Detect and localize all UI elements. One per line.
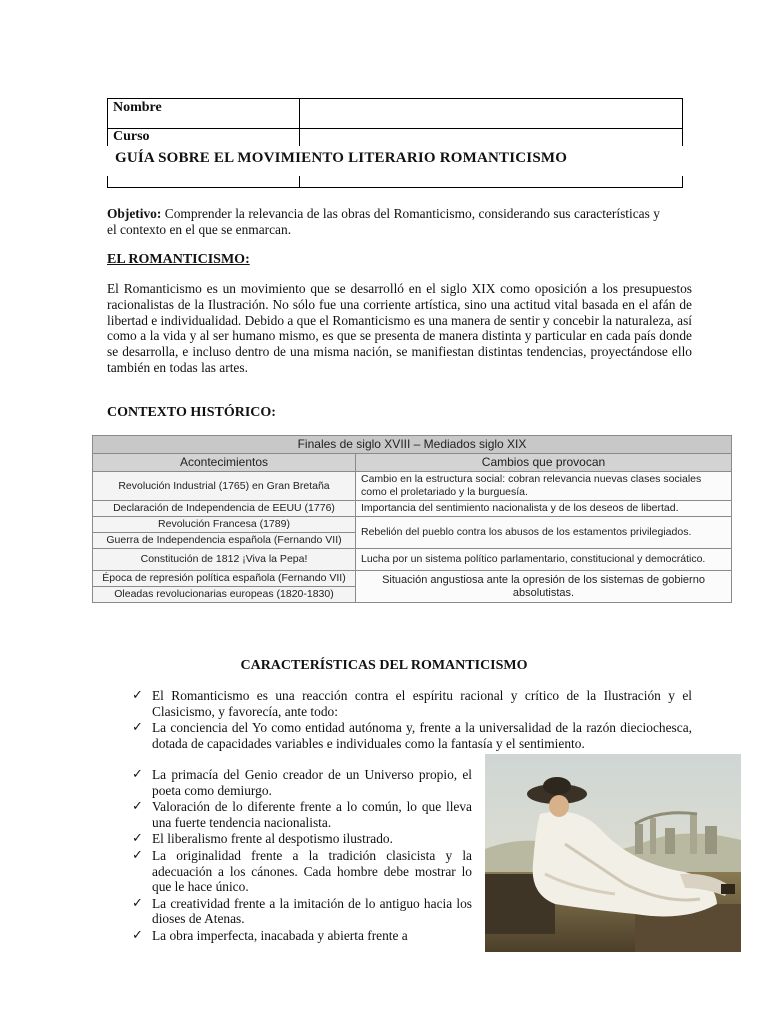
student-info-form bbox=[107, 98, 683, 188]
table-caption-row bbox=[93, 436, 732, 454]
event-cell: Revolución Francesa (1789) bbox=[93, 517, 356, 533]
curso-label: Curso bbox=[113, 129, 150, 144]
check-icon: ✓ bbox=[132, 895, 143, 911]
section-heading-romanticismo: EL ROMANTICISMO: bbox=[107, 252, 250, 267]
change-cell: Lucha por un sistema político parlamentario, constitucional y democrático. bbox=[356, 549, 732, 571]
list-item: ✓ La primacía del Genio creador de un Universo propio, el poeta como demiurgo. bbox=[132, 767, 472, 798]
check-icon: ✓ bbox=[132, 847, 143, 863]
list-item: ✓ La creatividad frente a la imitación de lo antiguo hacia los dioses de Atenas. bbox=[132, 895, 472, 927]
table-row bbox=[93, 517, 732, 533]
list-item: ✓ La conciencia del Yo como entidad autónoma y, frente a la universalidad de la razón dieciochesca, dotada de capacidades variables e individuales como la fantasía y el sentimiento. bbox=[132, 720, 692, 751]
historical-context-table bbox=[92, 435, 732, 603]
objective-text: Comprender la relevancia de las obras del Romanticismo, considerando sus características y el contexto en el que se enmarcan. bbox=[107, 206, 660, 237]
change-cell: Rebelión del pueblo contra los abusos de los estamentos privilegiados. bbox=[356, 517, 732, 549]
nombre-label: Nombre bbox=[113, 100, 162, 115]
curso-field[interactable] bbox=[301, 130, 679, 144]
check-icon: ✓ bbox=[132, 767, 143, 782]
characteristics-list-narrow bbox=[130, 767, 472, 945]
change-cell: Importancia del sentimiento nacionalista y de los deseos de libertad. bbox=[356, 501, 732, 517]
event-cell: Declaración de Independencia de EEUU (1776) bbox=[93, 501, 356, 517]
list-item: ✓ La originalidad frente a la tradición clasicista y la adecuación a los cánones. Cada hombre debe mostrar lo que le hace único. bbox=[132, 847, 472, 895]
list-item: ✓ El Romanticismo es una reacción contra el espíritu racional y crítico de la Ilustración y el Clasicismo, y favorecía, ante todo: bbox=[132, 688, 692, 719]
event-cell: Revolución Industrial (1765) en Gran Bretaña bbox=[93, 472, 356, 501]
change-cell: Cambio en la estructura social: cobran relevancia nuevas clases sociales como el proletariado y la burguesía. bbox=[356, 472, 732, 501]
column-header-events: Acontecimientos bbox=[93, 454, 356, 472]
nombre-field[interactable] bbox=[301, 100, 679, 126]
list-item: ✓ El liberalismo frente al despotismo ilustrado. bbox=[132, 831, 393, 847]
table-row bbox=[93, 472, 732, 501]
section-heading-contexto: CONTEXTO HISTÓRICO: bbox=[107, 405, 276, 420]
column-header-changes: Cambios que provocan bbox=[356, 454, 732, 472]
characteristics-list-wide bbox=[130, 688, 692, 752]
event-cell: Oleadas revolucionarias europeas (1820-1830) bbox=[93, 587, 356, 603]
table-row bbox=[93, 501, 732, 517]
check-icon: ✓ bbox=[132, 688, 143, 703]
table-header-row bbox=[93, 454, 732, 472]
table-row bbox=[93, 549, 732, 571]
check-icon: ✓ bbox=[132, 927, 143, 943]
table-row bbox=[93, 571, 732, 587]
romanticismo-paragraph: El Romanticismo es un movimiento que se desarrolló en el siglo XIX como oposición a los presupuestos racionalistas de la Ilustración. No sólo fue una corriente artística, sino una actitud vital basada en el afán de libertad e individualidad. Debido a que el Romanticismo es una manera de sentir y concebir la naturaleza, así como a la vida y al ser humano mismo, es que se presenta de manera distinta y particular en cada país donde se desarrolla, e incluso dentro de una misma nación, se manifiestan distintas tendencias, proyectándose ello también en todas las artes. bbox=[107, 281, 692, 375]
goethe-painting-image bbox=[485, 754, 741, 952]
document-title: GUÍA SOBRE EL MOVIMIENTO LITERARIO ROMANTICISMO bbox=[115, 150, 568, 166]
check-icon: ✓ bbox=[132, 831, 143, 847]
event-cell: Constitución de 1812 ¡Viva la Pepa! bbox=[93, 549, 356, 571]
objective-paragraph bbox=[107, 206, 660, 238]
table-caption: Finales de siglo XVIII – Mediados siglo XIX bbox=[93, 436, 732, 454]
check-icon: ✓ bbox=[132, 799, 143, 815]
objective-label: Objetivo: bbox=[107, 206, 162, 221]
event-cell: Guerra de Independencia española (Fernando VII) bbox=[93, 533, 356, 549]
check-icon: ✓ bbox=[132, 720, 143, 736]
event-cell: Época de represión política española (Fernando VII) bbox=[93, 571, 356, 587]
list-item: ✓ La obra imperfecta, inacabada y abierta frente a bbox=[132, 927, 408, 943]
change-cell: Situación angustiosa ante la opresión de los sistemas de gobierno absolutistas. bbox=[356, 571, 732, 603]
section-heading-caracteristicas: CARACTERÍSTICAS DEL ROMANTICISMO bbox=[240, 658, 528, 673]
list-item: ✓ Valoración de lo diferente frente a lo común, lo que lleva una fuerte tendencia nacionalista. bbox=[132, 799, 472, 830]
